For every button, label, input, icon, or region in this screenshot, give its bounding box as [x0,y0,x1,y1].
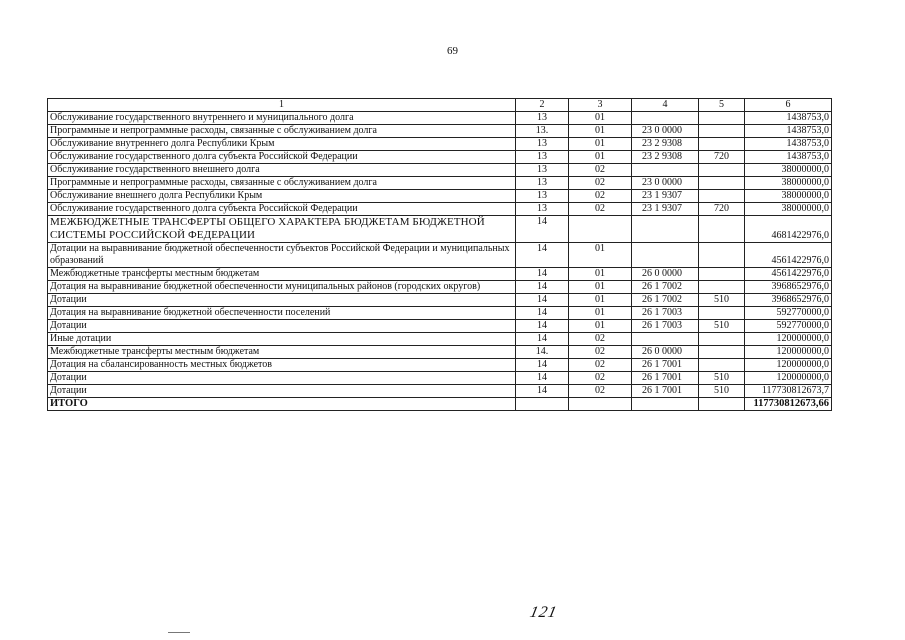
table-row [48,320,832,333]
header-cell: 5 [699,99,745,112]
header-cell: 3 [569,99,632,112]
expense-type-code-cell: 510 [699,320,745,333]
table-row [48,112,832,125]
target-article-code-cell: 26 0 0000 [632,268,699,281]
subsection-code-cell: 01 [569,138,632,151]
expense-type-code-cell: 720 [699,203,745,216]
section-code-cell: 13 [516,203,569,216]
target-article-code-cell: 26 1 7003 [632,307,699,320]
section-code-cell: 14 [516,243,569,268]
subsection-code-cell: 01 [569,243,632,268]
item-name-cell: Дотации [48,320,516,333]
target-article-code-cell: 23 1 9307 [632,203,699,216]
amount-cell: 3968652976,0 [745,281,832,294]
section-code-cell: 14 [516,294,569,307]
table-row [48,203,832,216]
target-article-code-cell [632,164,699,177]
header-cell: 6 [745,99,832,112]
subsection-code-cell: 02 [569,177,632,190]
item-name-cell: Обслуживание государственного внешнего долга [48,164,516,177]
section-code-cell: 14. [516,346,569,359]
header-cell: 2 [516,99,569,112]
amount-cell: 592770000,0 [745,307,832,320]
expense-type-code-cell [699,268,745,281]
subsection-code-cell: 01 [569,268,632,281]
target-article-code-cell: 26 1 7001 [632,372,699,385]
table-row [48,372,832,385]
subsection-code-cell: 01 [569,281,632,294]
section-code-cell: 14 [516,216,569,243]
target-article-code-cell: 26 1 7001 [632,359,699,372]
item-name-cell: Обслуживание государственного внутреннего и муниципального долга [48,112,516,125]
section-code-cell: 13 [516,112,569,125]
amount-cell: 120000000,0 [745,372,832,385]
subsection-code-cell: 01 [569,307,632,320]
target-article-code-cell: 26 1 7003 [632,320,699,333]
table-cell [569,398,632,411]
table-row [48,190,832,203]
expense-type-code-cell [699,281,745,294]
expense-type-code-cell [699,346,745,359]
item-name-cell: МЕЖБЮДЖЕТНЫЕ ТРАНСФЕРТЫ ОБЩЕГО ХАРАКТЕРА БЮДЖЕТАМ БЮДЖЕТНОЙ СИСТЕМЫ РОССИЙСКОЙ ФЕДЕРАЦИИ [48,216,516,243]
amount-cell: 120000000,0 [745,333,832,346]
subsection-code-cell: 02 [569,359,632,372]
target-article-code-cell [632,333,699,346]
expense-type-code-cell [699,190,745,203]
item-name-cell: Дотации [48,372,516,385]
item-name-cell: Дотации [48,294,516,307]
table-row [48,151,832,164]
table-row [48,333,832,346]
subsection-code-cell: 01 [569,112,632,125]
section-code-cell: 13 [516,138,569,151]
expense-type-code-cell [699,177,745,190]
amount-cell: 1438753,0 [745,151,832,164]
table-row [48,164,832,177]
amount-cell: 1438753,0 [745,112,832,125]
section-code-cell: 14 [516,372,569,385]
amount-cell: 3968652976,0 [745,294,832,307]
page-number: 69 [447,45,458,57]
budget-table [47,98,832,411]
amount-cell: 120000000,0 [745,359,832,372]
header-cell: 1 [48,99,516,112]
target-article-code-cell: 26 1 7002 [632,281,699,294]
amount-cell: 38000000,0 [745,203,832,216]
table-row [48,359,832,372]
expense-type-code-cell: 510 [699,385,745,398]
section-code-cell: 14 [516,268,569,281]
section-code-cell: 14 [516,333,569,346]
section-code-cell: 14 [516,359,569,372]
subsection-code-cell: 02 [569,385,632,398]
target-article-code-cell: 23 1 9307 [632,190,699,203]
expense-type-code-cell [699,216,745,243]
item-name-cell: Обслуживание внешнего долга Республики Крым [48,190,516,203]
total-sum: 117730812673,66 [745,398,832,411]
amount-cell: 1438753,0 [745,138,832,151]
section-code-cell: 14 [516,320,569,333]
item-name-cell: Дотация на выравнивание бюджетной обеспеченности муниципальных районов (городских округов) [48,281,516,294]
item-name-cell: Обслуживание внутреннего долга Республики Крым [48,138,516,151]
amount-cell: 38000000,0 [745,177,832,190]
expense-type-code-cell [699,112,745,125]
item-name-cell: Дотация на выравнивание бюджетной обеспеченности поселений [48,307,516,320]
subsection-code-cell: 02 [569,164,632,177]
expense-type-code-cell [699,138,745,151]
section-code-cell: 13. [516,125,569,138]
table-row [48,125,832,138]
table-row [48,385,832,398]
item-name-cell: Дотации [48,385,516,398]
section-code-cell: 14 [516,307,569,320]
amount-cell: 592770000,0 [745,320,832,333]
expense-type-code-cell: 510 [699,372,745,385]
item-name-cell: Иные дотации [48,333,516,346]
item-name-cell: Обслуживание государственного долга субъекта Российской Федерации [48,151,516,164]
table-row [48,268,832,281]
item-name-cell: Дотации на выравнивание бюджетной обеспеченности субъектов Российской Федерации и муниципальных образований [48,243,516,268]
amount-cell: 4561422976,0 [745,243,832,268]
item-name-cell: Дотация на сбалансированность местных бюджетов [48,359,516,372]
target-article-code-cell: 26 1 7001 [632,385,699,398]
table-cell [699,398,745,411]
subsection-code-cell: 01 [569,151,632,164]
amount-cell: 1438753,0 [745,125,832,138]
table-row [48,243,832,268]
table-row [48,177,832,190]
section-code-cell: 13 [516,190,569,203]
target-article-code-cell [632,216,699,243]
subsection-code-cell [569,216,632,243]
expense-type-code-cell [699,333,745,346]
expense-type-code-cell [699,243,745,268]
item-name-cell: Межбюджетные трансферты местным бюджетам [48,346,516,359]
target-article-code-cell [632,243,699,268]
subsection-code-cell: 02 [569,203,632,216]
handwritten-signature: 121 [528,604,559,621]
item-name-cell: Межбюджетные трансферты местным бюджетам [48,268,516,281]
section-code-cell: 13 [516,151,569,164]
table-row [48,281,832,294]
table-row [48,138,832,151]
table-row [48,346,832,359]
target-article-code-cell: 23 2 9308 [632,138,699,151]
section-code-cell: 14 [516,281,569,294]
table-row [48,216,832,243]
section-code-cell: 13 [516,177,569,190]
amount-cell: 117730812673,7 [745,385,832,398]
item-name-cell: Программные и непрограммные расходы, связанные с обслуживанием долга [48,177,516,190]
amount-cell: 120000000,0 [745,346,832,359]
table-cell [516,398,569,411]
amount-cell: 4681422976,0 [745,216,832,243]
divider [168,632,190,633]
subsection-code-cell: 02 [569,190,632,203]
amount-cell: 38000000,0 [745,164,832,177]
subsection-code-cell: 02 [569,372,632,385]
expense-type-code-cell [699,359,745,372]
target-article-code-cell: 23 0 0000 [632,177,699,190]
target-article-code-cell: 23 2 9308 [632,151,699,164]
section-code-cell: 13 [516,164,569,177]
target-article-code-cell [632,112,699,125]
item-name-cell: Программные и непрограммные расходы, связанные с обслуживанием долга [48,125,516,138]
subsection-code-cell: 02 [569,346,632,359]
expense-type-code-cell: 510 [699,294,745,307]
expense-type-code-cell [699,164,745,177]
expense-type-code-cell [699,307,745,320]
expense-type-code-cell: 720 [699,151,745,164]
amount-cell: 4561422976,0 [745,268,832,281]
total-label: ИТОГО [48,398,516,411]
subsection-code-cell: 02 [569,333,632,346]
subsection-code-cell: 01 [569,294,632,307]
header-row [48,99,832,112]
table-cell [632,398,699,411]
header-cell: 4 [632,99,699,112]
target-article-code-cell: 26 0 0000 [632,346,699,359]
subsection-code-cell: 01 [569,320,632,333]
expense-type-code-cell [699,125,745,138]
subsection-code-cell: 01 [569,125,632,138]
target-article-code-cell: 23 0 0000 [632,125,699,138]
item-name-cell: Обслуживание государственного долга субъекта Российской Федерации [48,203,516,216]
table-row [48,307,832,320]
table-row [48,294,832,307]
target-article-code-cell: 26 1 7002 [632,294,699,307]
total-row [48,398,832,411]
section-code-cell: 14 [516,385,569,398]
amount-cell: 38000000,0 [745,190,832,203]
